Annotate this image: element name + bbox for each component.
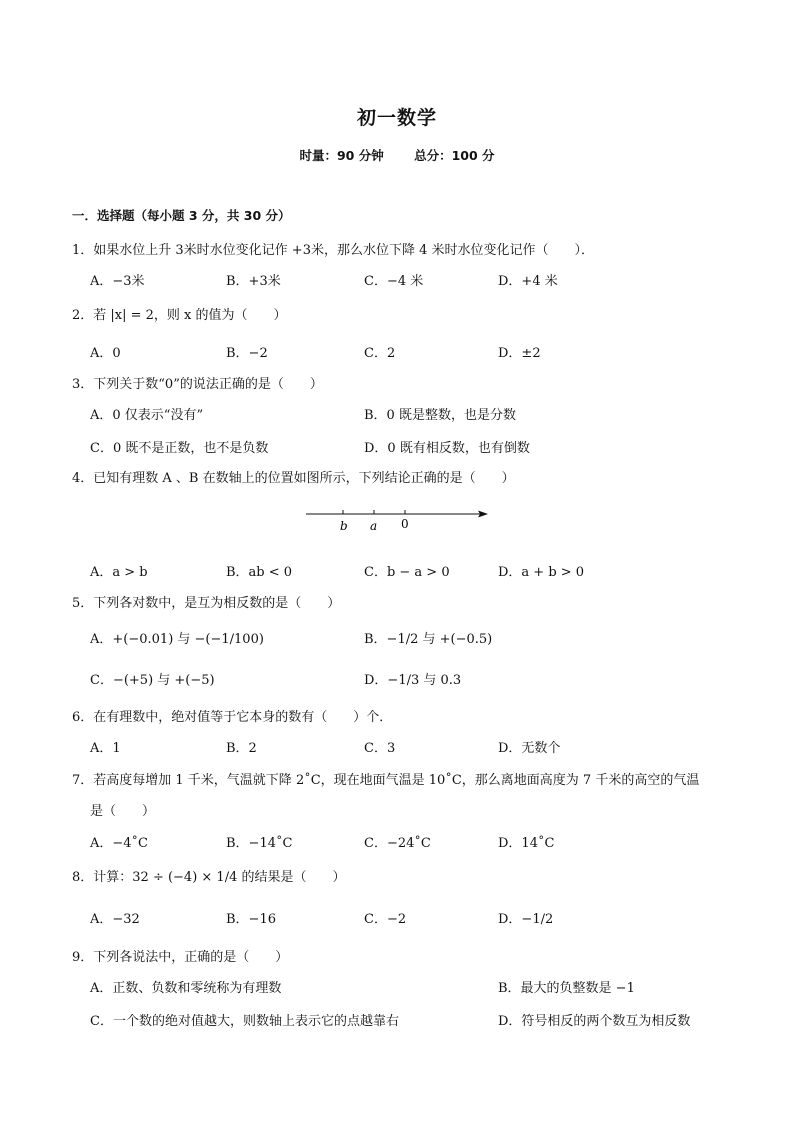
question-5-option-b: B．−1/2 与 +(−0.5) bbox=[364, 632, 493, 647]
question-2-option-b: B．−2 bbox=[226, 346, 268, 361]
exam-total-score: 总分：100 分 bbox=[414, 148, 495, 163]
label-b: b bbox=[340, 519, 348, 533]
question-5-option-c: C．−(+5) 与 +(−5) bbox=[90, 673, 215, 688]
number-line bbox=[300, 504, 500, 536]
question-2-stem: 2．若 |x| = 2，则 x 的值为（ ） bbox=[72, 308, 287, 323]
question-5-stem: 5．下列各对数中，是互为相反数的是（ ） bbox=[72, 596, 341, 611]
question-8-option-c: C．−2 bbox=[364, 912, 407, 927]
question-8-option-a: A．−32 bbox=[90, 912, 140, 927]
question-7-option-b: B．−14˚C bbox=[226, 836, 293, 851]
question-6-option-a: A．1 bbox=[90, 741, 121, 756]
question-8-option-b: B．−16 bbox=[226, 912, 276, 927]
question-9-option-c: C．一个数的绝对值越大，则数轴上表示它的点越靠右 bbox=[90, 1014, 399, 1029]
question-1-option-b: B．+3米 bbox=[226, 274, 281, 289]
question-9-option-d: D．符号相反的两个数互为相反数 bbox=[498, 1014, 691, 1029]
question-1-option-c: C．−4 米 bbox=[364, 274, 424, 289]
question-5-option-d: D．−1/3 与 0.3 bbox=[364, 673, 462, 688]
question-1-option-d: D．+4 米 bbox=[498, 274, 558, 289]
question-4-option-a: A．a > b bbox=[90, 565, 148, 580]
question-7-option-d: D．14˚C bbox=[498, 836, 555, 851]
exam-time: 时量：90 分钟 bbox=[299, 148, 384, 163]
question-3-option-c: C．0 既不是正数，也不是负数 bbox=[90, 441, 269, 456]
question-2-option-a: A．0 bbox=[90, 346, 121, 361]
question-2-option-d: D．±2 bbox=[498, 346, 541, 361]
question-3-option-b: B．0 既是整数，也是分数 bbox=[364, 408, 516, 423]
question-7-option-c: C．−24˚C bbox=[364, 836, 431, 851]
question-5-option-a: A．+(−0.01) 与 −(−1/100) bbox=[90, 632, 264, 647]
question-9-option-a: A．正数、负数和零统称为有理数 bbox=[90, 981, 282, 996]
question-6-stem: 6．在有理数中，绝对值等于它本身的数有（ ）个． bbox=[72, 710, 393, 725]
question-6-option-c: C．3 bbox=[364, 741, 396, 756]
section-heading: 一．选择题（每小题 3 分，共 30 分） bbox=[72, 208, 291, 223]
question-9-stem: 9．下列各说法中，正确的是（ ） bbox=[72, 950, 289, 965]
question-1-option-a: A．−3米 bbox=[90, 274, 145, 289]
label-a: a bbox=[370, 519, 378, 533]
question-4-stem: 4．已知有理数 A 、B 在数轴上的位置如图所示，下列结论正确的是（ ） bbox=[72, 471, 515, 486]
label-zero: 0 bbox=[401, 517, 409, 531]
question-8-stem: 8．计算：32 ÷ (−4) × 1/4 的结果是（ ） bbox=[72, 870, 346, 885]
question-8-option-d: D．−1/2 bbox=[498, 912, 554, 927]
exam-title: 初一数学 bbox=[356, 107, 437, 129]
question-4-option-b: B．ab < 0 bbox=[226, 565, 293, 580]
question-4-option-c: C．b − a > 0 bbox=[364, 565, 450, 580]
question-2-option-c: C．2 bbox=[364, 346, 396, 361]
question-1-stem: 1．如果水位上升 3米时水位变化记作 +3米，那么水位下降 4 米时水位变化记作（ ）． bbox=[72, 243, 595, 258]
question-3-option-a: A．0 仅表示“没有” bbox=[90, 408, 204, 423]
question-7-option-a: A．−4˚C bbox=[90, 836, 148, 851]
question-4-option-d: D．a + b > 0 bbox=[498, 565, 585, 580]
question-3-stem: 3．下列关于数“0”的说法正确的是（ ） bbox=[72, 377, 323, 392]
question-7-stem: 7．若高度每增加 1 千米，气温就下降 2˚C，现在地面气温是 10˚C，那么离地面高度为 7 千米的高空的气温 bbox=[72, 773, 700, 788]
question-3-option-d: D．0 既有相反数，也有倒数 bbox=[364, 441, 530, 456]
question-6-option-d: D．无数个 bbox=[498, 741, 561, 756]
exam-meta bbox=[0, 146, 794, 164]
question-9-option-b: B．最大的负整数是 −1 bbox=[498, 981, 635, 996]
question-7-stem-continued: 是（ ） bbox=[90, 804, 156, 819]
question-6-option-b: B．2 bbox=[226, 741, 257, 756]
